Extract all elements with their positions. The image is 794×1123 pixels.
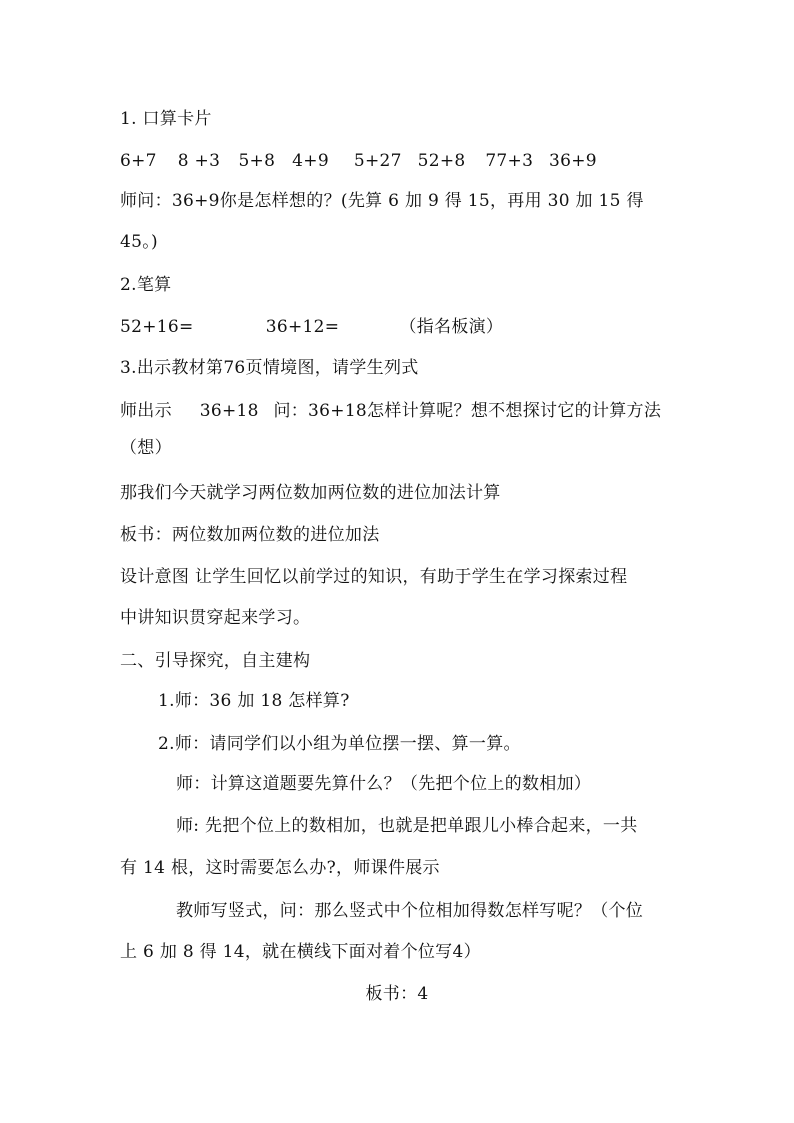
calc-item: 36+9: [549, 151, 597, 171]
paragraph-line: 板书：两位数加两位数的进位加法: [120, 525, 380, 545]
board-note: 板书：4: [365, 984, 429, 1004]
oral-calc-row: [120, 150, 680, 172]
paragraph-line: 有 14 根，这时需要怎么办?，师课件展示: [120, 858, 440, 878]
written-calc-note: （指名板演）: [399, 317, 504, 337]
paragraph-line: 师：计算这道题要先算什么？（先把个位上的数相加）: [176, 774, 592, 794]
section-heading-textbook: 3.出示教材第76页情境图，请学生列式: [120, 358, 419, 378]
paragraph-line: （想）: [120, 438, 172, 458]
paragraph-line: 2.师：请同学们以小组为单位摆一摆、算一算。: [158, 734, 521, 754]
paragraph-line: 那我们今天就学习两位数加两位数的进位加法计算: [120, 483, 501, 503]
paragraph-line: 45。): [120, 232, 158, 252]
calc-item: 5+27: [353, 151, 402, 171]
text-span: 师出示: [120, 401, 172, 421]
paragraph-line: 中讲知识贯穿起来学习。: [120, 608, 311, 628]
paragraph-line: 师问：36+9你是怎样想的？(先算 6 加 9 得 15，再用 30 加 15 得: [120, 191, 644, 211]
text-span: 问：36+18怎样计算呢？想不想探讨它的计算方法: [273, 401, 662, 421]
written-calc-row: [120, 316, 680, 338]
calc-item: 6+7: [120, 151, 157, 171]
paragraph-line: [120, 400, 680, 422]
calc-item: 8 +3: [177, 151, 221, 171]
paragraph-line: 上 6 加 8 得 14，就在横线下面对着个位写4）: [120, 942, 481, 962]
calc-item: 52+8: [417, 151, 466, 171]
section-heading-oral-cards: 1. 口算卡片: [120, 109, 212, 129]
paragraph-line: 设计意图 让学生回忆以前学过的知识，有助于学生在学习探索过程: [120, 567, 628, 587]
written-calc-item: 52+16=: [120, 317, 194, 337]
calc-item: 77+3: [485, 151, 534, 171]
calc-item: 4+9: [292, 151, 329, 171]
paragraph-line: 1.师：36 加 18 怎样算?: [158, 691, 350, 711]
written-calc-item: 36+12=: [265, 317, 340, 337]
section-heading-written-calc: 2.笔算: [120, 275, 172, 295]
calc-item: 5+8: [238, 151, 276, 171]
paragraph-line: 师: 先把个位上的数相加，也就是把单跟儿小棒合起来，一共: [176, 816, 638, 836]
text-span: 36+18: [199, 401, 259, 421]
section-heading-explore: 二、引导探究，自主建构: [120, 651, 311, 671]
paragraph-line: 教师写竖式，问：那么竖式中个位相加得数怎样写呢？（个位: [176, 901, 644, 921]
